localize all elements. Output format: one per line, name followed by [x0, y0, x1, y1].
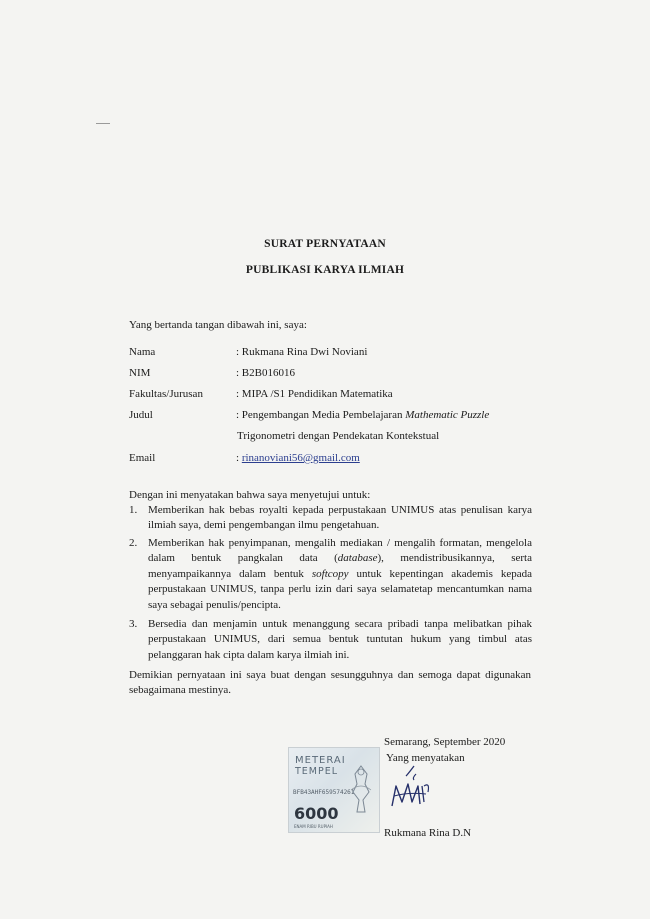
field-label-judul: Judul — [129, 409, 153, 421]
judul-italic: Mathematic Puzzle — [405, 409, 490, 421]
stamp-subtitle: TEMPEL — [295, 766, 339, 777]
item-2-part-1: Memberikan hak penyimpanan, mengalih mediakan / mengalih formatan, mengelola dalam bentuk pangkalan data ( — [148, 537, 532, 565]
stamp-bottom-text: ENAM RIBU RUPIAH — [294, 824, 333, 829]
field-value-judul-line2: Trigonometri dengan Pendekatan Kontekstual — [237, 430, 440, 442]
item-2-italic-2: softcopy — [311, 567, 349, 580]
field-label-fakultas: Fakultas/Jurusan — [129, 388, 203, 400]
handwritten-signature — [384, 756, 448, 822]
garuda-emblem-icon — [347, 762, 375, 818]
document-title: SURAT PERNYATAAN — [264, 238, 386, 250]
item-number-2: 2. — [129, 537, 138, 549]
field-value-nama: : Rukmana Rina Dwi Noviani — [236, 346, 368, 358]
field-value-email — [236, 451, 360, 466]
closing-text: Demikian pernyataan ini saya buat dengan sesungguhnya dan semoga dapat digunakan sebagaimana mestinya. — [129, 669, 531, 697]
meterai-stamp — [288, 747, 380, 833]
item-text-1: Memberikan hak bebas royalti kepada perpustakaan UNIMUS atas penulisan karya ilmiah saya, demi pengembangan ilmu pengetahuan. — [148, 504, 532, 532]
document-subtitle: PUBLIKASI KARYA ILMIAH — [245, 264, 405, 276]
intro-text: Yang bertanda tangan dibawah ini, saya: — [129, 319, 307, 331]
field-value-nim: : B2B016016 — [236, 367, 295, 379]
field-label-nim: NIM — [129, 367, 151, 379]
item-2-italic-1: database — [337, 552, 378, 565]
email-prefix: : — [236, 452, 242, 464]
item-number-1: 1. — [129, 504, 138, 516]
field-label-email: Email — [129, 452, 156, 464]
field-label-nama: Nama — [129, 346, 156, 358]
field-value-judul — [236, 408, 489, 423]
scan-artifact — [96, 123, 110, 124]
field-value-fakultas: : MIPA /S1 Pendidikan Matematika — [236, 388, 393, 400]
item-2-part-2: ), mendistribusikannya, serta menyampaikannya dalam bentuk — [148, 552, 532, 580]
item-2-part-3: untuk kepentingan akademis kepada perpustakaan UNIMUS, tanpa perlu izin dari saya selamatetap mencantumkan nama saya sebagai penulis/pencipta. — [148, 567, 532, 611]
place-date: Semarang, September 2020 — [384, 736, 506, 748]
stamp-title: METERAI — [295, 755, 346, 766]
item-number-3: 3. — [129, 618, 138, 630]
declarer-label: Yang menyatakan — [386, 752, 465, 764]
item-text-2 — [148, 536, 532, 613]
signer-name: Rukmana Rina D.N — [384, 827, 472, 839]
email-link[interactable]: rinanoviani56@gmail.com — [241, 452, 360, 464]
item-text-3: Bersedia dan menjamin untuk menanggung secara pribadi tanpa melibatkan pihak perpustakaan UNIMUS, dari semua bentuk tuntutan hukum yang timbul atas pelanggaran hak cipta dalam karya ilmiah ini. — [148, 618, 532, 661]
stamp-serial: BFB43AHF659574261 — [293, 789, 355, 796]
stamp-value: 6000 — [294, 804, 339, 823]
judul-text: : Pengembangan Media Pembelajaran — [236, 409, 406, 421]
statement-lead: Dengan ini menyatakan bahwa saya menyetujui untuk: — [129, 489, 371, 501]
